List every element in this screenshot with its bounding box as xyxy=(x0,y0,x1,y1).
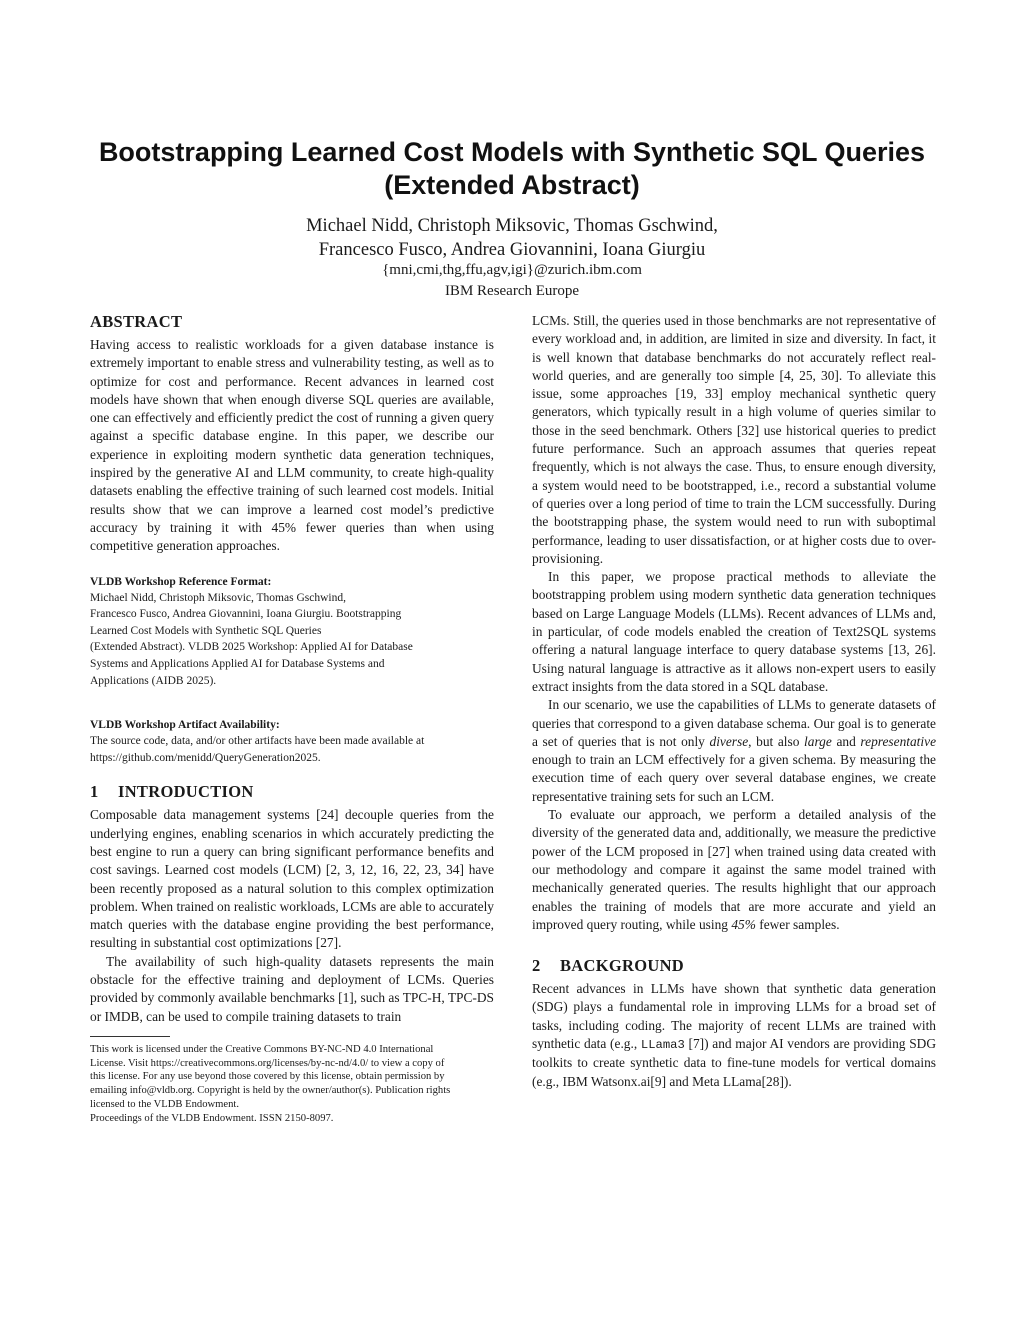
title-line-1: Bootstrapping Learned Cost Models with Synthetic SQL Queries xyxy=(98,137,926,167)
authors-line-2: Francesco Fusco, Andrea Giovannini, Ioana Giurgiu xyxy=(318,240,706,260)
license-footnote: This work is licensed under the Creative Commons BY-NC-ND 4.0 International License. Visit https://creativecommons.org/licenses/by-nc-nd/4.0/ to view a copy of this license. For any use beyond those covered by this license, obtain permission by emailing info@vldb.org. Copyright is held by the owner/author(s). Publication rights licensed to the VLDB Endowment. Proceedings of the VLDB Endowment. ISSN 2150-8097. xyxy=(90,1043,451,1124)
author-list xyxy=(60,214,964,262)
introduction-heading: 1 INTRODUCTION xyxy=(90,782,254,802)
background-paragraph-1: Recent advances in LLMs have shown that synthetic data generation (SDG) plays a fundamental role in improving LLMs for a broad set of tasks, including coding. The majority of recent LLMs are trained with synthetic data (e.g., LLama3 [7]) and major AI vendors are providing SDG toolkits to create synthetic data to fine-tune models for vertical domains (e.g., IBM Watsonx.ai[9] and Meta LLama[28]). xyxy=(532,981,936,1089)
artifact-heading: VLDB Workshop Artifact Availability: xyxy=(90,719,280,732)
author-affiliation: IBM Research Europe xyxy=(444,283,580,299)
abstract-heading: ABSTRACT xyxy=(90,312,183,331)
background-heading: 2 BACKGROUND xyxy=(532,956,685,976)
intro-paragraph-3: LCMs. Still, the queries used in those benchmarks are not representative of every workload and, in addition, are limited in size and diversity. In fact, it is well known that database benchmarks do not accurately reflect real-world queries, and are generally too simple [4, 25, 30]. To alleviate this issue, some approaches [19, 33] employ mechanical synthetic query generators, which typically result in a high volume of queries similar to those in the seed benchmark. Others [32] use historical queries to predict future performance. Such an approach assumes that queries repeat frequently, which is not always the case. Thus, to ensure enough diversity, a system would need to be bootstrapped, i.e., record a substantial volume of queries over a long period of time to train the LCM successfully. During the bootstrapping phase, the system would need to run with suboptimal performance, leading to user dissatisfaction, or at higher costs due to over-provisioning. xyxy=(532,313,936,566)
authors-line-1: Michael Nidd, Christoph Miksovic, Thomas Gschwind, xyxy=(306,216,718,236)
intro-paragraph-2: The availability of such high-quality datasets represents the main obstacle for the effective training and deployment of LCMs. Queries provided by commonly available benchmarks [1], such as TPC-H, TPC-DS or IMDB, can be used to compile training datasets to train xyxy=(90,953,494,1024)
code-llama3: LLama3 xyxy=(640,1037,685,1052)
right-column xyxy=(532,312,936,1091)
intro-paragraph-6: To evaluate our approach, we perform a detailed analysis of the diversity of the generated data and, additionally, we measure the predictive power of the LCM proposed in [27] when trained using data created with our methodology and compare it against the same model trained with mechanically generated queries. The results highlight that our approach enables the training of models that are more accurate and yield an improved query routing, while using 45% fewer samples. xyxy=(532,807,936,932)
footnote-divider xyxy=(90,1036,170,1037)
intro-paragraph-1: Composable data management systems [24] decouple queries from the underlying engines, enabling scenarios in which accurately predicting the best engine to run a query can bring significant performance benefits and cost savings. Learned cost models (LCM) [2, 3, 12, 16, 22, 23, 34] have been recently proposed as a natural solution to this complex optimization problem. When trained on realistic workloads, LCMs are able to accurately match queries with the database engine providing the best performance, resulting in substantial cost optimizations [27]. xyxy=(90,807,494,951)
author-emails: {mni,cmi,thg,ffu,agv,igi}@zurich.ibm.com xyxy=(382,262,642,278)
section-number: 2 xyxy=(532,956,541,976)
artifact-link[interactable]: https://github.com/menidd/QueryGeneration2025. xyxy=(90,751,321,764)
reference-format-text: Michael Nidd, Christoph Miksovic, Thomas Gschwind, Francesco Fusco, Andrea Giovannini, Ioana Giurgiu. Bootstrapping Learned Cost Models with Synthetic SQL Queries (Extended Abstract). VLDB 2025 Workshop: Applied AI for Database Systems and Applications Applied AI for Database Systems and Applications (AIDB 2025). xyxy=(90,591,413,687)
left-column xyxy=(90,312,494,1126)
intro-paragraph-5: In our scenario, we use the capabilities of LLMs to generate datasets of queries that correspond to a given database schema. Our goal is to generate a set of queries that is not only diverse, but also large and representative enough to train an LCM effectively for a given schema. By measuring the execution time of each query over several database engines, we create representative training sets for such an LCM. xyxy=(532,697,937,804)
reference-format-heading: VLDB Workshop Reference Format: xyxy=(90,575,272,588)
section-number: 1 xyxy=(90,782,99,802)
abstract-text: Having access to realistic workloads for a given database instance is extremely important to enable stress and vulnerability testing, as well as to optimize for cost and performance. Recent advances in learned cost models have shown that when enough diverse SQL queries are available, one can effectively and efficiently predict the cost of running a given query against a specific database engine. In this paper, we describe our experience in exploiting modern synthetic data generation techniques, inspired by the generative AI and LLM community, to create high-quality datasets enabling the effective training of such learned cost models. Initial results show that we can improve a learned cost model’s predictive accuracy by training it with 45% fewer queries than when using competitive generation approaches. xyxy=(90,337,494,554)
artifact-text: The source code, data, and/or other artifacts have been made available at https://github.com/menidd/QueryGeneration2025. xyxy=(90,735,425,764)
intro-paragraph-4: In this paper, we propose practical methods to alleviate the bootstrapping problem using modern synthetic data generation techniques based on Large Language Models (LLMs). Recent advances of LLMs and, in particular, of code models enabled the creation of Text2SQL systems offering a natural language interface to query database systems [13, 26]. Using natural language is attractive as it allows non-expert users to easily extract insights from the data stored in a SQL database. xyxy=(532,569,936,694)
title-line-2: (Extended Abstract) xyxy=(384,170,640,200)
paper-title xyxy=(60,136,964,202)
